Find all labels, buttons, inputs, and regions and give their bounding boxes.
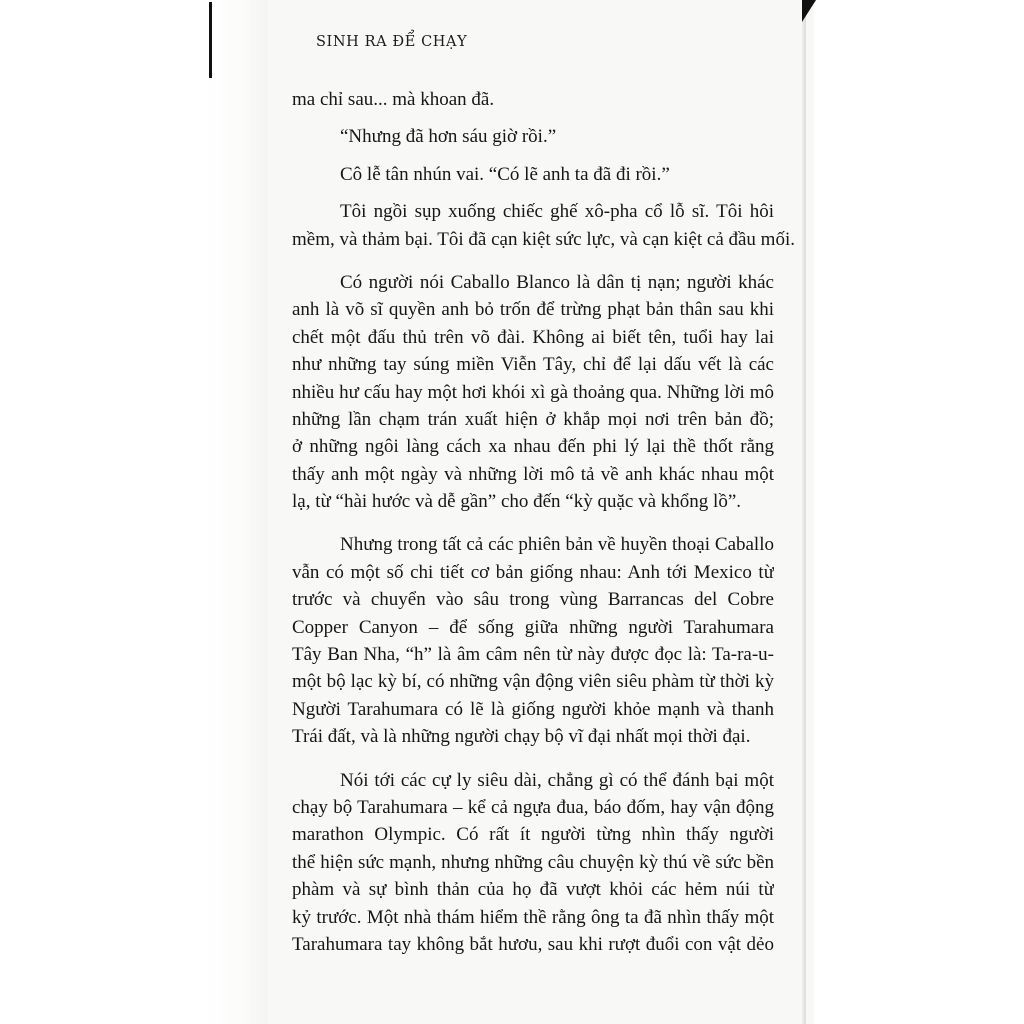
running-header: SINH RA ĐỂ CHẠY	[316, 34, 468, 50]
text-line: vẫn có một số chi tiết cơ bản giống nhau: Anh tới Mexico từ	[292, 561, 774, 583]
text-line: Tây Ban Nha, “h” là âm câm nên từ này được đọc là: Ta-ra-u-	[292, 644, 774, 666]
text-line: thể hiện sức mạnh, nhưng những câu chuyện kỳ thú về sức bền	[292, 851, 774, 873]
text-line: lạ, từ “hài hước và dễ gần” cho đến “kỳ quặc và khổng lồ”.	[292, 491, 742, 513]
paragraph	[292, 198, 795, 253]
text-line: Người Tarahumara có lẽ là giống người khỏe mạnh và thanh	[292, 698, 774, 720]
text-line: Copper Canyon – để sống giữa những người Tarahumara	[292, 616, 774, 638]
text-line: mềm, và thảm bại. Tôi đã cạn kiệt sức lực, và cạn kiệt cả đầu mối.	[292, 228, 795, 250]
text-line: thấy anh một ngày và những lời mô tả về anh khác nhau một	[292, 463, 774, 485]
text-line: Tôi ngồi sụp xuống chiếc ghế xô-pha cổ lỗ sĩ. Tôi hôi	[340, 201, 774, 223]
text-line: Tarahumara tay không bắt hươu, sau khi rượt đuổi con vật dẻo	[292, 933, 774, 955]
text-line: chết một đấu thủ trên võ đài. Không ai biết tên, tuổi hay lai	[292, 326, 774, 348]
text-line: phàm và sự bình thản của họ đã vượt khỏi các hẻm núi từ	[292, 879, 774, 901]
text-line: Có người nói Caballo Blanco là dân tị nạn; người khác	[340, 271, 774, 293]
page-edge	[802, 0, 806, 1024]
text-line: anh là võ sĩ quyền anh bỏ trốn để trừng phạt bản thân sau khi	[292, 299, 774, 321]
paragraph	[292, 269, 774, 516]
book-spine-mark	[209, 2, 212, 78]
paragraph	[292, 531, 774, 750]
text-line: nhiều hư cấu hay một hơi khói xì gà thoảng qua. Những lời mô	[292, 381, 774, 403]
text-line: Nói tới các cự ly siêu dài, chẳng gì có thể đánh bại một	[340, 769, 774, 791]
body-text	[292, 86, 795, 958]
text-line: ở những ngôi làng cách xa nhau đến phi lý lại thề thốt rằng	[292, 436, 774, 458]
text-line: những lần chạm trán xuất hiện ở khắp mọi nơi trên bản đồ;	[292, 408, 774, 430]
text-line: Cô lễ tân nhún vai. “Có lẽ anh ta đã đi rồi.”	[340, 163, 670, 185]
text-line: marathon Olympic. Có rất ít người từng nhìn thấy người	[292, 824, 774, 846]
text-line: “Nhưng đã hơn sáu giờ rồi.”	[340, 126, 557, 148]
text-line: chạy bộ Tarahumara – kể cả ngựa đua, báo đốm, hay vận động	[292, 796, 774, 818]
text-line: kỷ trước. Một nhà thám hiểm thề rằng ông ta đã nhìn thấy một	[292, 906, 774, 928]
corner-tab-icon	[802, 0, 816, 22]
paragraph	[292, 161, 774, 188]
text-line: ma chỉ sau... mà khoan đã.	[292, 89, 495, 110]
text-line: Nhưng trong tất cả các phiên bản về huyền thoại Caballo	[340, 534, 774, 556]
gutter-shadow	[206, 0, 268, 1024]
paragraph	[292, 86, 774, 113]
paragraph	[292, 767, 774, 959]
text-line: như những tay súng miền Viễn Tây, chỉ để lại dấu vết là các	[292, 354, 774, 376]
text-line: một bộ lạc kỳ bí, có những vận động viên siêu phàm từ thời kỳ	[292, 671, 774, 693]
paragraph	[292, 123, 774, 150]
text-line: Trái đất, và là những người chạy bộ vĩ đại nhất mọi thời đại.	[292, 726, 751, 748]
text-line: trước và chuyển vào sâu trong vùng Barrancas del Cobre	[292, 589, 774, 611]
